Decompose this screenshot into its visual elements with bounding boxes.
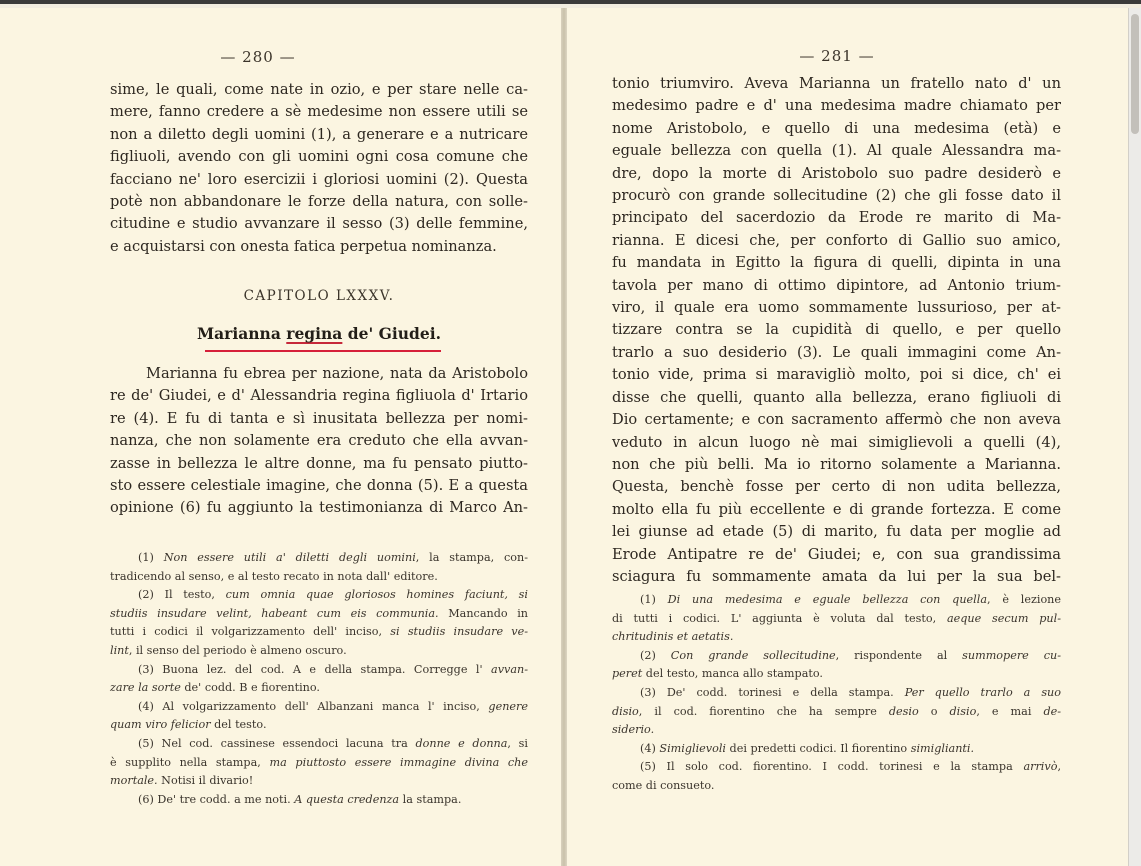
text-line: Dio certamente; e con sacramento affermò che non aveva — [612, 411, 1061, 429]
right-footnotes — [612, 591, 1061, 796]
footnote-text: , e mai — [976, 704, 1044, 718]
text-line: Marianna fu ebrea per nazione, nata da Aristobolo — [146, 365, 528, 382]
scrollbar-thumb[interactable] — [1131, 14, 1139, 134]
footnote-text: summopere cu- — [962, 648, 1061, 662]
text-line: tonio triumviro. Aveva Marianna un fratello nato d' un — [612, 75, 1061, 92]
text-line: viro, il quale era uomo sommamente lussurioso, per at- — [612, 299, 1061, 317]
footnote — [612, 591, 1061, 647]
footnote — [110, 698, 528, 735]
footnote — [110, 549, 528, 586]
footnote-text: , — [1057, 760, 1061, 774]
footnote — [110, 661, 528, 698]
text-line: eguale bellezza con quella (1). Al quale Alessandra ma- — [612, 142, 1061, 160]
footnote-text: , è lezione — [987, 593, 1062, 606]
footnote-text: dei predetti codici. Il fiorentino — [726, 741, 911, 755]
text-line: e acquistarsi con onesta fatica perpetua nominanza. — [110, 237, 497, 255]
footnote-text: ma piuttosto essere immagine divina che — [269, 755, 529, 769]
footnote — [612, 684, 1061, 740]
footnote-text: (5) Nel cod. cassinese essendoci lacuna tra — [138, 736, 416, 750]
chapter-heading: CAPITOLO LXXXV. — [243, 288, 395, 304]
title-word-2: regina — [286, 324, 343, 343]
footnote-text: come di consueto. — [612, 778, 715, 792]
footnote-text: zare la sorte — [110, 681, 181, 695]
chapter-title — [110, 324, 528, 343]
text-line: lei giunse ad etade (5) di marito, fu data per moglie ad — [612, 523, 1061, 541]
footnote-text: avvan- — [491, 662, 528, 676]
footnote-text: si studiis insudare ve- — [390, 625, 528, 639]
footnote-text: , il cod. fiorentino che ha sempre — [638, 704, 889, 718]
footnote-text: aeque secum pul- — [946, 611, 1061, 625]
text-line: veduto in alcun luogo nè mai simiglievoli a quelli (4), — [612, 433, 1061, 451]
text-line: zasse in bellezza le altre donne, ma fu pensato piutto- — [110, 454, 528, 472]
text-line: rianna. E dicesi che, per conforto di Gallio suo amico, — [612, 231, 1061, 249]
footnote — [110, 735, 528, 791]
title-word-3: de' Giudei. — [347, 324, 441, 343]
footnote-text: chritudinis et aetatis. — [612, 630, 734, 644]
text-line: sto essere celestiale imagine, che donna (5). E a questa — [110, 477, 528, 495]
footnote-text: peret — [612, 667, 643, 681]
footnote-text: Mancando in — [438, 606, 529, 620]
text-line: fu mandata in Egitto la figura di quelli, dipinta in una — [612, 254, 1061, 272]
footnote-text: (4) — [640, 741, 660, 755]
right-page — [567, 8, 1129, 866]
footnote-text: studiis insudare velint, habeant cum eis communia. — [110, 606, 439, 620]
text-line: mere, fanno credere a sè medesime non essere utili se — [110, 103, 528, 121]
text-line: Questa, benchè fosse per certo di non udita bellezza, — [612, 478, 1061, 496]
footnote-text: siderio. — [612, 723, 655, 737]
text-line: facciano ne' loro esercizii i gloriosi uomini (2). Questa — [110, 170, 528, 188]
footnote-text: quam viro felicior — [110, 718, 211, 732]
text-line: tavola per mano di ottimo dipintore, ad Antonio trium- — [612, 276, 1061, 294]
right-body-text — [612, 73, 1061, 588]
footnote-text: Simiglievoli — [659, 741, 726, 755]
text-line: nanza, che non solamente era creduto che ella avvan- — [110, 432, 528, 450]
left-body-text-top — [110, 79, 528, 258]
footnote-text: disio — [612, 704, 639, 718]
footnote-text: o — [918, 704, 950, 718]
text-line: dre, dopo la morte di Aristobolo suo padre desiderò e — [612, 164, 1061, 182]
text-line: citudine e studio avvanzare il sesso (3) delle femmine, — [110, 215, 528, 233]
footnote-text: de- — [1043, 704, 1061, 718]
text-line: principato del sacerdozio da Erode re marito di Ma- — [612, 209, 1061, 227]
left-page — [0, 8, 561, 866]
text-line: figliuoli, avendo con gli uomini ogni cosa comune che — [110, 148, 528, 166]
footnote-text: (6) De' tre codd. a me noti. — [138, 792, 295, 806]
footnote-text: Con grande sollecitudine — [670, 648, 836, 662]
footnote-text: , la stampa, con- — [415, 551, 528, 564]
text-line: sciagura fu sommamente amata da lui per la sua bel- — [612, 567, 1061, 585]
footnote-text: Non essere utili a' diletti degli uomini — [163, 551, 416, 564]
footnote-text: Notisi il divario! — [157, 774, 254, 788]
page-number-right: — 281 — — [799, 47, 875, 65]
footnote-text: mortale. — [110, 774, 158, 788]
footnote-text: , rispondente al — [835, 648, 963, 662]
footnote-text: è supplito nella stampa, — [110, 755, 270, 769]
footnote-text: A questa credenza — [294, 792, 400, 806]
text-line: non a diletto degli uomini (1), a generare e a nutricare — [110, 125, 528, 143]
title-word-1: Marianna — [196, 324, 281, 343]
text-line: potè non abbandonare le forze della natura, con solle- — [110, 193, 528, 211]
text-line: re de' Giudei, e d' Alessandria regina figliuola d' Irtario — [110, 387, 528, 405]
footnote-text: la stampa. — [399, 792, 462, 806]
text-line: procurò con grande sollecitudine (2) che gli fosse dato il — [612, 187, 1061, 205]
footnote-text: donne e donna — [415, 736, 508, 750]
footnote-text: disio — [949, 704, 977, 718]
text-line: Erode Antipatre re de' Giudei; e, con sua grandissima — [612, 545, 1061, 563]
text-line: tonio vide, prima si maravigliò molto, poi si dice, ch' ei — [612, 366, 1061, 384]
vertical-scrollbar[interactable] — [1128, 8, 1141, 866]
text-line: sime, le quali, come nate in ozio, e per stare nelle ca- — [110, 81, 528, 98]
footnote-text: (1) — [640, 593, 668, 606]
footnote-text: (4) Al volgarizzamento dell' Albanzani manca l' inciso, — [138, 699, 489, 713]
footnote-text: simiglianti. — [910, 741, 975, 755]
footnote-text: (1) — [138, 551, 164, 564]
text-line: nome Aristobolo, e quello di una medesima (età) e — [612, 119, 1061, 137]
footnote — [612, 758, 1061, 795]
text-line: medesimo padre e d' una medesima madre chiamato per — [612, 97, 1061, 115]
text-line: opinione (6) fu aggiunto la testimonianza di Marco An- — [110, 499, 528, 517]
footnote — [612, 647, 1061, 684]
footnote — [612, 740, 1061, 759]
footnote-text: genere — [488, 699, 528, 713]
text-line: re (4). E fu di tanta e sì inusitata bellezza per nomi- — [110, 409, 528, 427]
footnote-text: Per quello trarlo a suo — [904, 685, 1061, 699]
footnote-text: Di una medesima e eguale bellezza con quella — [667, 593, 987, 606]
left-footnotes — [110, 549, 528, 809]
footnote-text: desio — [888, 704, 919, 718]
footnote-text: di tutti i codici. L' aggiunta è voluta dal testo, — [612, 611, 947, 625]
footnote-text: (3) De' codd. torinesi e della stampa. — [640, 685, 905, 699]
text-line: disse che quelli, quanto alla bellezza, erano figliuoli di — [612, 388, 1061, 406]
footnote-text: cum omnia quae gloriosos homines faciunt, si — [225, 588, 528, 602]
footnote-text: (2) — [640, 648, 671, 662]
footnote-text: arrivò — [1023, 760, 1058, 774]
text-line: tizzare contra se la cupidità di quello, e per quello — [612, 321, 1061, 339]
red-underline-annotation — [205, 350, 441, 352]
footnote-text: (5) Il solo cod. fiorentino. I codd. torinesi e la stampa — [640, 760, 1024, 774]
footnote-text: del testo, manca allo stampato. — [642, 667, 823, 681]
footnote-text: tutti i codici il volgarizzamento dell' inciso, — [110, 625, 391, 639]
text-line: non che più belli. Ma io ritorno solamente a Marianna. — [612, 455, 1061, 473]
footnote-text: tradicendo al senso, e al testo recato in nota dall' editore. — [110, 569, 438, 583]
footnote-text: de' codd. B e fiorentino. — [180, 681, 320, 695]
footnote-text: del testo. — [210, 718, 267, 732]
footnote — [110, 791, 528, 810]
text-line: molto ella fu più eccellente e di grande fortezza. E come — [612, 500, 1061, 518]
footnote — [110, 586, 528, 660]
footnote-text: (3) Buona lez. del cod. A e della stampa. Corregge l' — [138, 662, 492, 676]
footnote-text: (2) Il testo, — [138, 588, 226, 602]
footnote-text: , il senso del periodo è almeno oscuro. — [128, 643, 347, 657]
footnote-text: , si — [507, 736, 529, 750]
footnote-text: lint — [110, 643, 129, 657]
page-number-left: — 280 — — [220, 48, 296, 66]
left-body-text-chapter — [110, 363, 528, 520]
text-line: trarlo a suo desiderio (3). Le quali immagini come An- — [612, 343, 1061, 361]
